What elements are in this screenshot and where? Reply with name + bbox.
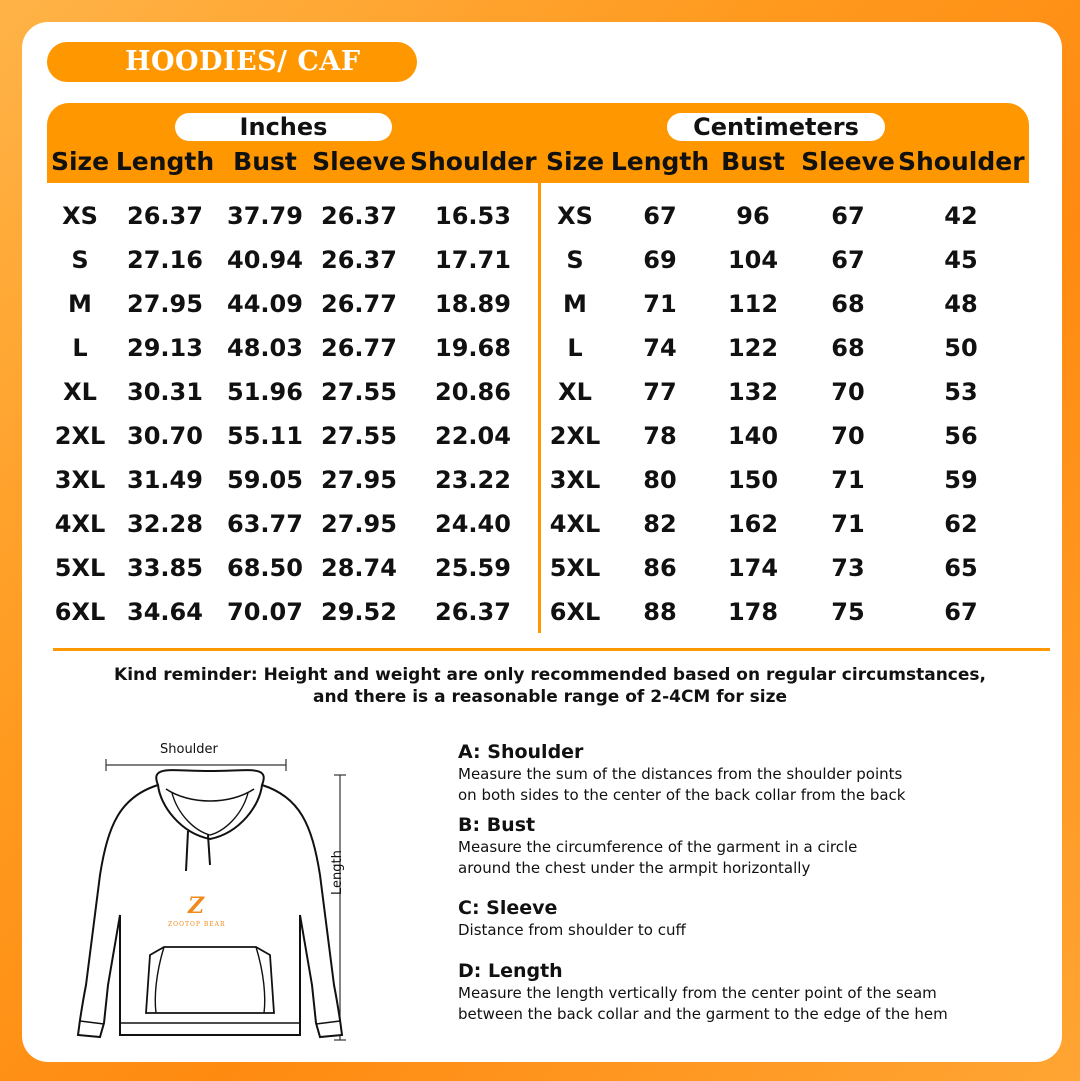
length-cell-cm: 78 (643, 422, 677, 450)
col-header-shoulder-in: Shoulder (410, 147, 537, 176)
bust-cell-in: 37.79 (227, 202, 303, 230)
shoulder-cell-in: 24.40 (435, 510, 511, 538)
sleeve-cell-in: 26.77 (321, 290, 397, 318)
length-cell-in: 33.85 (127, 554, 203, 582)
length-cell-cm: 80 (643, 466, 677, 494)
shoulder-cell-cm: 45 (944, 246, 978, 274)
measurement-text: on both sides to the center of the back collar from the back (458, 786, 906, 804)
col-header-bust-in: Bust (233, 147, 297, 176)
shoulder-cell-cm: 65 (944, 554, 978, 582)
sleeve-cell-cm: 67 (831, 246, 865, 274)
size-cell-in: 6XL (54, 598, 106, 626)
measurement-text: Measure the length vertically from the center point of the seam (458, 984, 937, 1002)
size-cell-in: M (68, 290, 92, 318)
section-divider (53, 648, 1050, 651)
size-cell-cm: M (563, 290, 587, 318)
bust-cell-in: 55.11 (227, 422, 303, 450)
size-cell-cm: XS (557, 202, 593, 230)
bust-cell-cm: 178 (727, 598, 779, 626)
size-cell-in: S (71, 246, 89, 274)
shoulder-cell-cm: 53 (944, 378, 978, 406)
col-header-size-in: Size (50, 147, 110, 176)
bust-cell-cm: 162 (727, 510, 779, 538)
sleeve-cell-in: 26.77 (321, 334, 397, 362)
kind-reminder (60, 664, 1040, 708)
size-cell-cm: L (567, 334, 583, 362)
shoulder-cell-in: 22.04 (435, 422, 511, 450)
sleeve-cell-cm: 73 (831, 554, 865, 582)
col-header-bust-cm: Bust (721, 147, 785, 176)
length-cell-in: 34.64 (127, 598, 203, 626)
centimeters-unit-label: Centimeters (667, 113, 885, 141)
measurement-item (458, 959, 1038, 1025)
shoulder-cell-cm: 56 (944, 422, 978, 450)
bust-cell-cm: 132 (727, 378, 779, 406)
col-header-length-cm: Length (610, 147, 710, 176)
sleeve-cell-in: 28.74 (321, 554, 397, 582)
size-cell-cm: 4XL (549, 510, 601, 538)
shoulder-cell-cm: 50 (944, 334, 978, 362)
hoodie-diagram (60, 735, 400, 1055)
length-cell-in: 27.16 (127, 246, 203, 274)
size-cell-in: XL (63, 378, 97, 406)
bust-cell-cm: 104 (727, 246, 779, 274)
measurement-text: Distance from shoulder to cuff (458, 921, 686, 939)
bust-cell-in: 63.77 (227, 510, 303, 538)
shoulder-cell-in: 23.22 (435, 466, 511, 494)
inches-unit-label: Inches (175, 113, 392, 141)
length-cell-in: 27.95 (127, 290, 203, 318)
shoulder-cell-in: 26.37 (435, 598, 511, 626)
measurement-item (458, 740, 1038, 806)
sleeve-cell-in: 27.95 (321, 510, 397, 538)
bust-cell-in: 44.09 (227, 290, 303, 318)
shoulder-cell-in: 19.68 (435, 334, 511, 362)
sleeve-cell-in: 27.55 (321, 378, 397, 406)
measurement-text: Measure the sum of the distances from the shoulder points (458, 765, 903, 783)
shoulder-cell-cm: 48 (944, 290, 978, 318)
size-cell-in: L (72, 334, 88, 362)
length-label: Length (330, 850, 345, 895)
shoulder-cell-cm: 59 (944, 466, 978, 494)
length-cell-in: 31.49 (127, 466, 203, 494)
reminder-line-2: and there is a reasonable range of 2-4CM for size (312, 687, 788, 707)
sleeve-cell-in: 26.37 (321, 202, 397, 230)
sleeve-cell-in: 26.37 (321, 246, 397, 274)
bust-cell-in: 70.07 (227, 598, 303, 626)
size-cell-cm: S (566, 246, 584, 274)
reminder-line-1: Kind reminder: Height and weight are only recommended based on regular circumstances, (114, 665, 986, 685)
sleeve-cell-cm: 71 (831, 510, 865, 538)
size-cell-cm: 3XL (549, 466, 601, 494)
col-header-sleeve-in: Sleeve (312, 147, 406, 176)
bust-cell-in: 51.96 (227, 378, 303, 406)
sleeve-cell-cm: 70 (831, 378, 865, 406)
length-cell-in: 29.13 (127, 334, 203, 362)
bust-cell-cm: 112 (727, 290, 779, 318)
length-cell-cm: 71 (643, 290, 677, 318)
bust-cell-in: 59.05 (227, 466, 303, 494)
shoulder-cell-in: 25.59 (435, 554, 511, 582)
bust-cell-cm: 122 (727, 334, 779, 362)
bust-cell-cm: 174 (727, 554, 779, 582)
measurement-heading: C: Sleeve (458, 897, 558, 919)
length-cell-in: 30.70 (127, 422, 203, 450)
size-cell-in: 3XL (54, 466, 106, 494)
shoulder-label: Shoulder (160, 742, 218, 757)
sleeve-cell-cm: 67 (831, 202, 865, 230)
hoodie-pocket (146, 947, 274, 1013)
col-header-length-in: Length (115, 147, 215, 176)
size-cell-in: 4XL (54, 510, 106, 538)
bust-cell-cm: 150 (727, 466, 779, 494)
bust-cell-in: 68.50 (227, 554, 303, 582)
length-cell-cm: 82 (643, 510, 677, 538)
bust-cell-cm: 96 (736, 202, 770, 230)
hoodie-illustration (60, 735, 400, 1055)
table-divider (538, 183, 541, 633)
measurement-text: around the chest under the armpit horizontally (458, 859, 811, 877)
col-header-size-cm: Size (545, 147, 605, 176)
chart-title: HOODIES/ CAF (47, 42, 417, 82)
sleeve-cell-in: 27.55 (321, 422, 397, 450)
shoulder-cell-in: 20.86 (435, 378, 511, 406)
brand-name: ZOOTOP BEAR (168, 921, 226, 928)
size-cell-cm: XL (558, 378, 592, 406)
size-cell-cm: 2XL (549, 422, 601, 450)
shoulder-cell-cm: 67 (944, 598, 978, 626)
length-cell-cm: 88 (643, 598, 677, 626)
measurement-heading: D: Length (458, 960, 563, 982)
length-cell-cm: 77 (643, 378, 677, 406)
sleeve-cell-cm: 68 (831, 334, 865, 362)
shoulder-cell-in: 18.89 (435, 290, 511, 318)
size-cell-in: 5XL (54, 554, 106, 582)
bust-cell-in: 40.94 (227, 246, 303, 274)
length-cell-cm: 67 (643, 202, 677, 230)
sleeve-cell-cm: 68 (831, 290, 865, 318)
length-cell-cm: 74 (643, 334, 677, 362)
length-cell-in: 26.37 (127, 202, 203, 230)
size-cell-cm: 5XL (549, 554, 601, 582)
size-cell-in: XS (62, 202, 98, 230)
size-cell-in: 2XL (54, 422, 106, 450)
measurement-item (458, 813, 1038, 879)
shoulder-cell-in: 16.53 (435, 202, 511, 230)
shoulder-cell-cm: 42 (944, 202, 978, 230)
col-header-sleeve-cm: Sleeve (801, 147, 895, 176)
sleeve-cell-cm: 75 (831, 598, 865, 626)
size-cell-cm: 6XL (549, 598, 601, 626)
measurement-text: between the back collar and the garment to the edge of the hem (458, 1005, 948, 1023)
bust-cell-in: 48.03 (227, 334, 303, 362)
length-cell-in: 30.31 (127, 378, 203, 406)
measurement-heading: A: Shoulder (458, 741, 584, 763)
measurement-item (458, 896, 1038, 941)
length-cell-cm: 69 (643, 246, 677, 274)
length-cell-cm: 86 (643, 554, 677, 582)
shoulder-cell-in: 17.71 (435, 246, 511, 274)
shoulder-cell-cm: 62 (944, 510, 978, 538)
measurement-heading: B: Bust (458, 814, 536, 836)
col-header-shoulder-cm: Shoulder (898, 147, 1025, 176)
sleeve-cell-in: 29.52 (321, 598, 397, 626)
sleeve-cell-cm: 71 (831, 466, 865, 494)
bust-cell-cm: 140 (727, 422, 779, 450)
measurement-text: Measure the circumference of the garment in a circle (458, 838, 858, 856)
sleeve-cell-cm: 70 (831, 422, 865, 450)
sleeve-cell-in: 27.95 (321, 466, 397, 494)
brand-logo: Z (188, 893, 205, 919)
length-cell-in: 32.28 (127, 510, 203, 538)
